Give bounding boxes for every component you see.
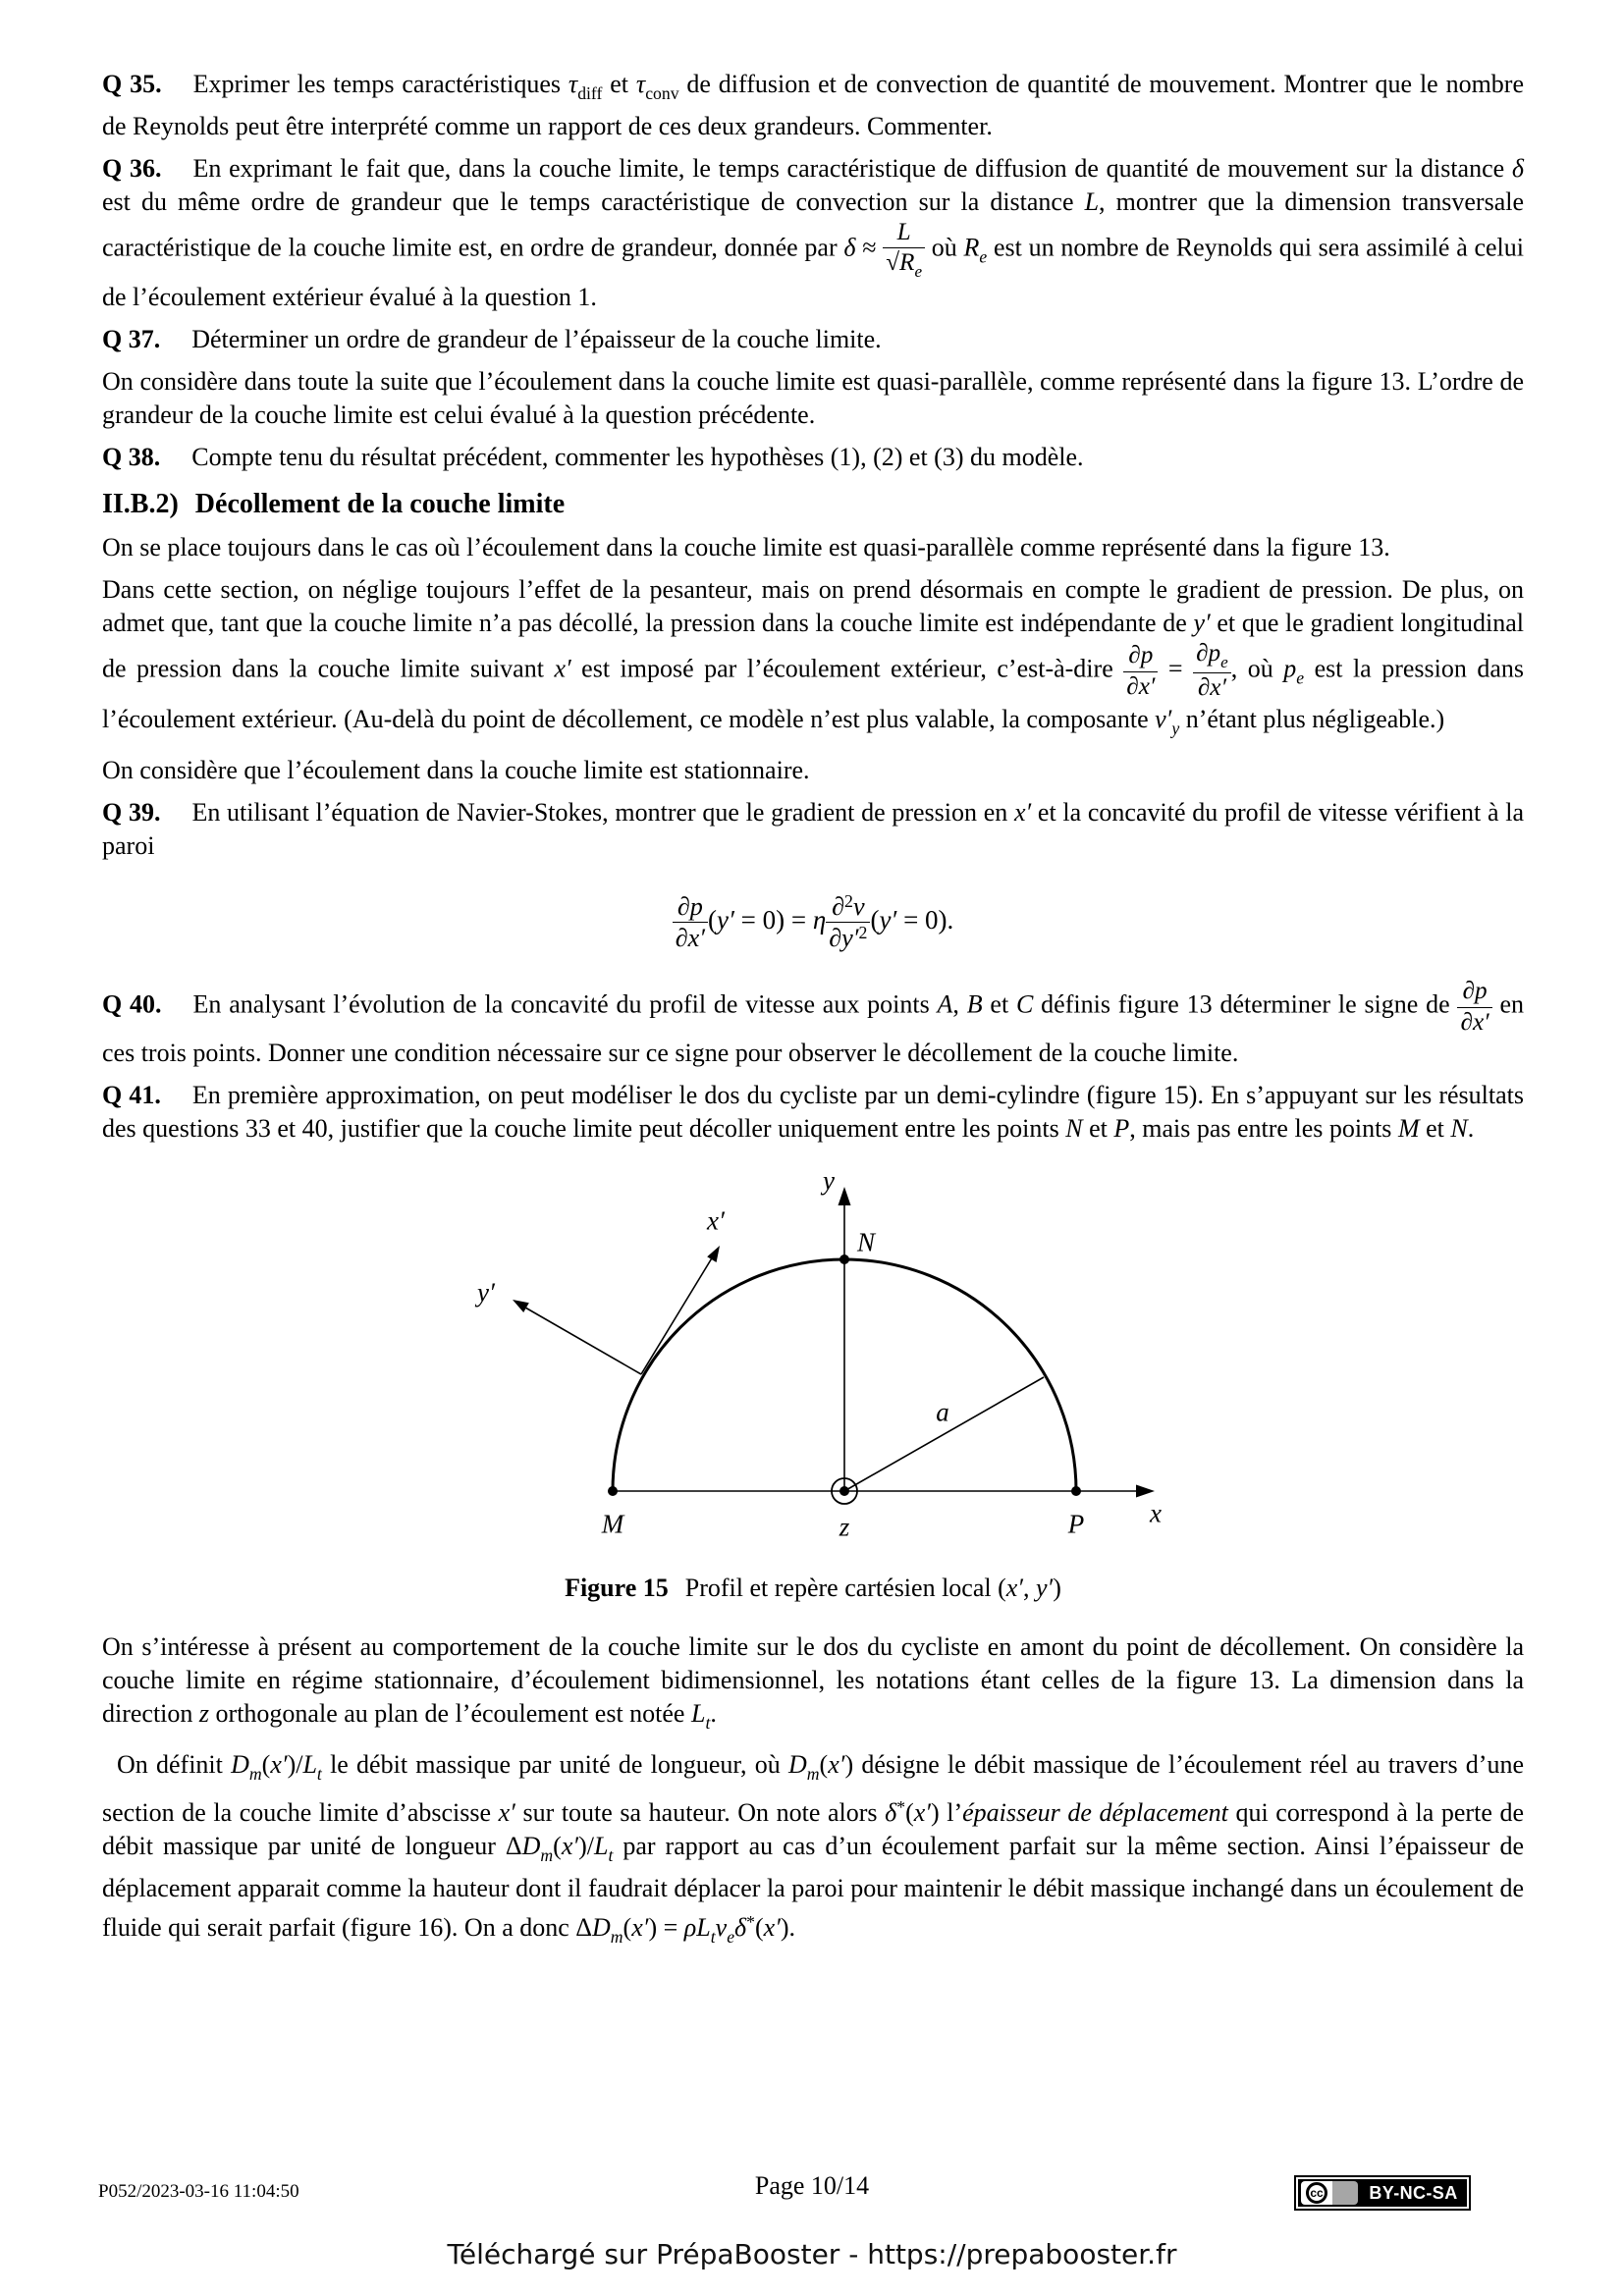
origin-dot [839, 1486, 849, 1496]
x-prime-arrowhead [707, 1246, 720, 1262]
document-body [102, 65, 1524, 1962]
label-radius-a: a [936, 1397, 949, 1427]
point-P-dot [1071, 1486, 1081, 1496]
figure-caption: Figure 15 Profil et repère cartésien local (x′, y′) [565, 1573, 1061, 1602]
paragraph-q37: Q 37. Déterminer un ordre de grandeur de l’épaisseur de la couche limite. [102, 325, 882, 354]
cc-icon: cc [1306, 2182, 1327, 2204]
point-N-dot [839, 1255, 849, 1264]
paragraph-on-sinteresse: On s’intéresse à présent au comportement de la couche limite sur le dos du cycliste en amont du point de décollement. On considère la couche limite en régime stationnaire, d’écoulement bidimensionnel, les notations étant celles de la figure 13. La dimension dans la direction z orthogonale au plan de l’écoulement est notée $L_t$. [102, 1631, 1524, 1733]
label-x-prime: x′ [707, 1205, 725, 1236]
paragraph-on-definit: On définit $D_m(x')/L_t$ le débit massique par unité de longueur, où $D_m(x')$ désigne le débit massique de l’écoulement réel au travers d’une section de la couche limite d’abscisse x′ sur toute sa hauteur. On note alors δ*(x′) l’épaisseur de déplacement qui correspond à la perte de débit massique par unité de longueur $\Delta D_m(x')/L_t$ par rapport au cas d’un écoulement parfait sur la même section. Ainsi l’épaisseur de déplacement apparait comme la hauteur dont il faudrait déplacer la paroi pour maintenir le débit massique inchangé dans un écoulement de fluide qui serait parfait (figure 16). On a donc $\Delta D_m(x') = \rho L_tv_e\delta^*(x')$. [102, 1749, 1524, 1947]
paragraph-q40: Q 40. En analysant l’évolution de la concavité du profil de vitesse aux points A, B et C définis figure 13 déterminer le signe de $\frac{\partial p}{\partial x'}$ en ces trois points. Donner une condition nécessaire sur ce signe pour observer le décollement de la couche limite. [102, 978, 1525, 1067]
section-heading-iib2: II.B.2) Décollement de la couche limite [102, 489, 566, 520]
download-source-link[interactable]: Téléchargé sur PrépaBooster - https://prepabooster.fr [447, 2238, 1177, 2270]
text-blocks-before-figure [102, 68, 1524, 1146]
footer-page-number: Page 10/14 [754, 2171, 870, 2200]
radius-line [844, 1377, 1044, 1491]
label-point-N: N [856, 1227, 876, 1257]
label-point-M: M [601, 1509, 624, 1539]
point-M-dot [608, 1486, 618, 1496]
paragraph-q39: Q 39. En utilisant l’équation de Navier-Stokes, montrer que le gradient de pression en x′ et la concavité du profil de vitesse vérifient à la paroi [102, 797, 1524, 860]
paragraph-q35: Q 35. Exprimer les temps caractéristiques $\tau_{diff}$ et $\tau_{conv}$ de diffusion et de convection de quantité de mouvement. Montrer que le nombre de Reynolds peut être interprété comme un rapport de ces deux grandeurs. Commenter. [102, 70, 1524, 141]
x-axis-arrowhead [1136, 1484, 1155, 1497]
cc-license-badge[interactable] [1294, 2175, 1471, 2211]
cc-logo-plate [1301, 2181, 1358, 2205]
y-prime-arrowhead [513, 1300, 529, 1312]
paragraph-quasi-parallele: On considère dans toute la suite que l’écoulement dans la couche limite est quasi-parallèle, comme représenté dans la figure 13. L’ordre de grandeur de la couche limite est celui évalué à la question précédente. [102, 367, 1524, 430]
paragraph-q38: Q 38. Compte tenu du résultat précédent, commenter les hypothèses (1), (2) et (3) du modèle. [102, 443, 1084, 472]
paragraph-stationnaire: On considère que l’écoulement dans la couche limite est stationnaire. [102, 755, 810, 784]
paragraph-q36: Q 36. En exprimant le fait que, dans la couche limite, le temps caractéristique de diffusion de quantité de mouvement sur la distance δ est du même ordre de grandeur que le temps caractéristique de convection sur la distance L, montrer que la dimension transversale caractéristique de la couche limite est, en ordre de grandeur, donnée par δ ≈ $\frac{L}{√R_e}$ où $R_e$ est un nombre de Reynolds qui sera assimilé à celui de l’écoulement extérieur évalué à la question 1. [102, 154, 1524, 312]
label-y-prime: y′ [477, 1277, 495, 1308]
footer-reference: P052/2023-03-16 11:04:50 [98, 2181, 299, 2202]
label-point-P: P [1067, 1509, 1085, 1539]
text-blocks-after-figure [102, 1630, 1524, 1953]
label-y-axis: y [823, 1165, 835, 1196]
license-label: BY-NC-SA [1369, 2182, 1458, 2203]
label-z-axis: z [839, 1512, 850, 1542]
y-axis-arrowhead [839, 1187, 851, 1205]
paragraph-on-se-place: On se place toujours dans le cas où l’écoulement dans la couche limite est quasi-parallèle comme représenté dans la figure 13. [102, 533, 1390, 562]
figure-15-drawing [440, 1165, 1186, 1562]
paragraph-dans-cette-section: Dans cette section, on néglige toujours l’effet de la pesanteur, mais on prend désormais en compte le gradient de pression. De plus, on admet que, tant que la couche limite n’a pas décollé, la pression dans la couche limite est indépendante de y′ et que le gradient longitudinal de pression dans la couche limite suivant x′ est imposé par l’écoulement extérieur, c’est-à-dire $\frac{\partial p}{\partial x'}$ = $\frac{\partial p_e}{\partial x'}$ , où $p_e$ est la pression dans l’écoulement extérieur. (Au-delà du point de décollement, ce modèle n’est plus valable, la composante $v'_y$ n’étant plus négligeable.) [102, 575, 1525, 738]
figure-15 [440, 1165, 1186, 1562]
paragraph-q41: Q 41. En première approximation, on peut modéliser le dos du cycliste par un demi-cylindre (figure 15). En s’appuyant sur les résultats des questions 33 et 40, justifier que la couche limite peut décoller uniquement entre les points N et P, mais pas entre les points M et N. [102, 1080, 1525, 1143]
y-prime-arrow [525, 1308, 641, 1374]
label-x-axis: x [1150, 1498, 1162, 1528]
x-prime-arrow [641, 1256, 713, 1374]
equation-pressure-gradient: $\frac{\partial p}{\partial x'}$ (y′ = 0) = η $\frac{\partial^2v}{\partial y'^2}$ (y′ = 0). [102, 892, 1524, 953]
